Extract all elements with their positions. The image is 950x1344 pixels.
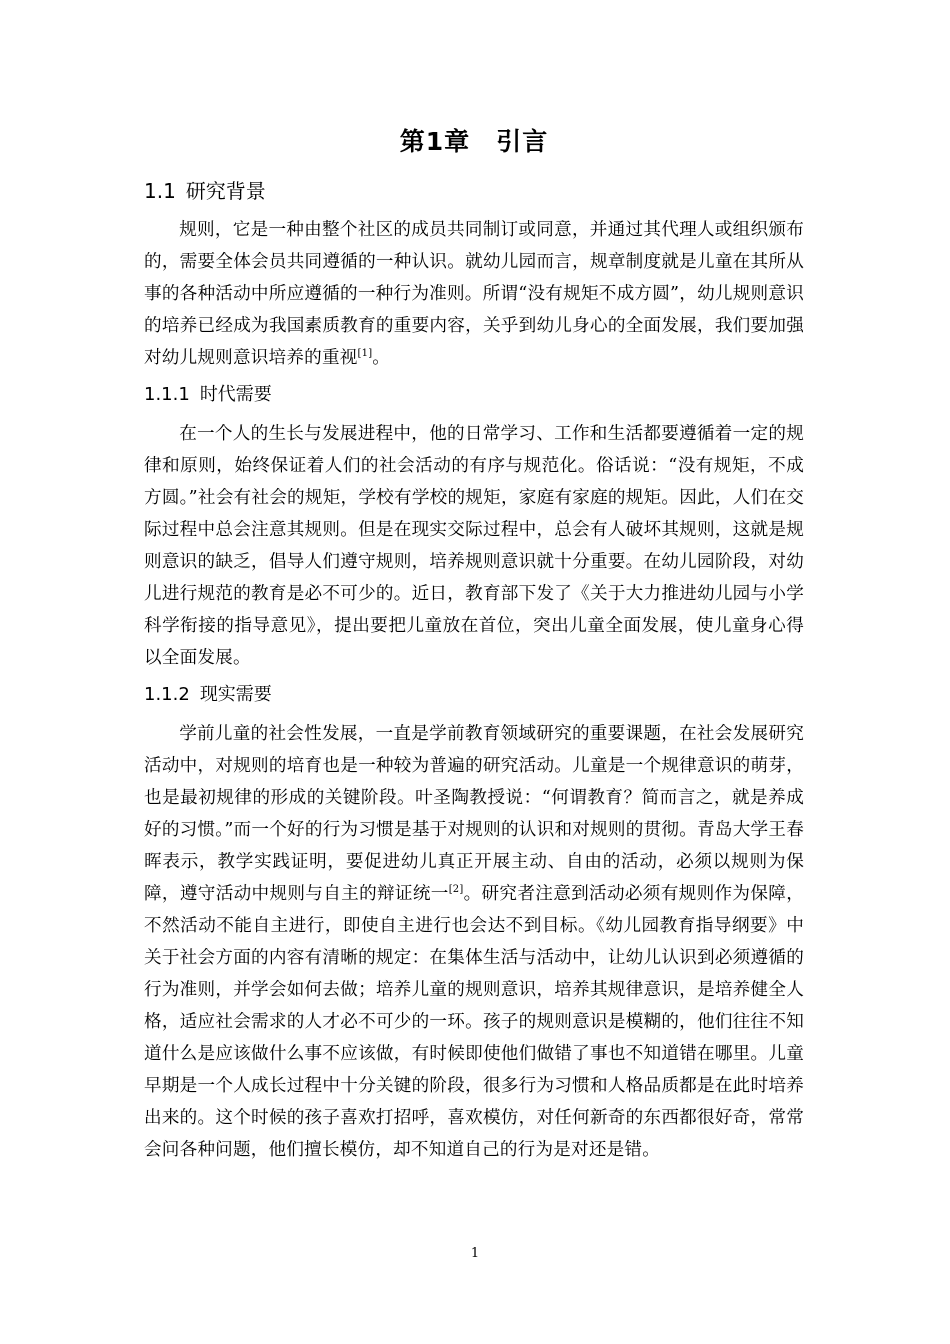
section-1-1-1-paragraph: 在一个人的生长与发展进程中，他的日常学习、工作和生活都要遵循着一定的规律和原则，始终保证着人们的社会活动的有序与规范化。俗话说：“没有规矩，不成方圆。”社会有社会的规矩，学校有学校的规矩，家庭有家庭的规矩。因此，人们在交际过程中总会注意其规则。但是在现实交际过程中，总会有人破坏其规则，这就是规则意识的缺乏，倡导人们遵守规则，培养规则意识就十分重要。在幼儿园阶段，对幼儿进行规范的教育是必不可少的。近日，教育部下发了《关于大力推进幼儿园与小学科学衔接的指导意见》，提出要把儿童放在首位，突出儿童全面发展，使儿童身心得以全面发展。 [144, 424, 804, 668]
citation-ref-2: [2] [448, 884, 464, 896]
section-title: 研究背景 [185, 179, 266, 203]
page-number: 1 [470, 1246, 480, 1261]
paragraph-end: 。 [372, 348, 391, 368]
paragraph-text-part1: 学前儿童的社会性发展，一直是学前教育领域研究的重要课题，在社会发展研究活动中，对规则的培育也是一种较为普遍的研究活动。儿童是一个规律意识的萌芽，也是最初规律的形成的关键阶段。叶圣陶教授说：“何谓教育？简而言之，就是养成好的习惯。”而一个好的行为习惯是基于对规则的认识和对规则的贯彻。青岛大学王春晖表示，教学实践证明，要促进幼儿真正开展主动、自由的活动，必须以规则为保障，遵守活动中规则与自主的辩证统一 [144, 724, 804, 904]
section-heading-1-1-2 [144, 680, 804, 710]
citation-ref-1: [1] [357, 348, 373, 360]
section-1-1-2-paragraph [144, 718, 804, 1166]
chapter-name: 引言 [496, 127, 549, 156]
page-content [144, 122, 804, 1172]
subsection-title: 时代需要 [199, 384, 272, 405]
subsection-number: 1.1.1 [144, 384, 190, 405]
chapter-number: 第1章 [399, 127, 471, 156]
paragraph-text-part2: 。研究者注意到活动必须有规则作为保障，不然活动不能自主进行，即使自主进行也会达不到目标。《幼儿园教育指导纲要》中关于社会方面的内容有清晰的规定：在集体生活与活动中，让幼儿认识到必须遵循的行为准则，并学会如何去做；培养儿童的规则意识，培养其规律意识，是培养健全人格，适应社会需求的人才必不可少的一环。孩子的规则意识是模糊的，他们往往不知道什么是应该做什么事不应该做，有时候即使他们做错了事也不知道错在哪里。儿童早期是一个人成长过程中十分关键的阶段，很多行为习惯和人格品质都是在此时培养出来的。这个时候的孩子喜欢打招呼，喜欢模仿，对任何新奇的东西都很好奇，常常会问各种问题，他们擅长模仿，却不知道自己的行为是对还是错。 [144, 884, 804, 1160]
section-1-1-paragraph [144, 214, 804, 374]
subsection-title: 现实需要 [199, 684, 272, 705]
subsection-number: 1.1.2 [144, 684, 190, 705]
section-heading-1-1 [144, 176, 804, 206]
section-number: 1.1 [144, 179, 176, 203]
section-heading-1-1-1 [144, 380, 804, 410]
chapter-title [144, 122, 804, 162]
paragraph-text: 规则，它是一种由整个社区的成员共同制订或同意，并通过其代理人或组织颁布的，需要全体会员共同遵循的一种认识。就幼儿园而言，规章制度就是儿童在其所从事的各种活动中所应遵循的一种行为准则。所谓“没有规矩不成方圆”，幼儿规则意识的培养已经成为我国素质教育的重要内容，关乎到幼儿身心的全面发展，我们要加强对幼儿规则意识培养的重视 [144, 220, 804, 368]
